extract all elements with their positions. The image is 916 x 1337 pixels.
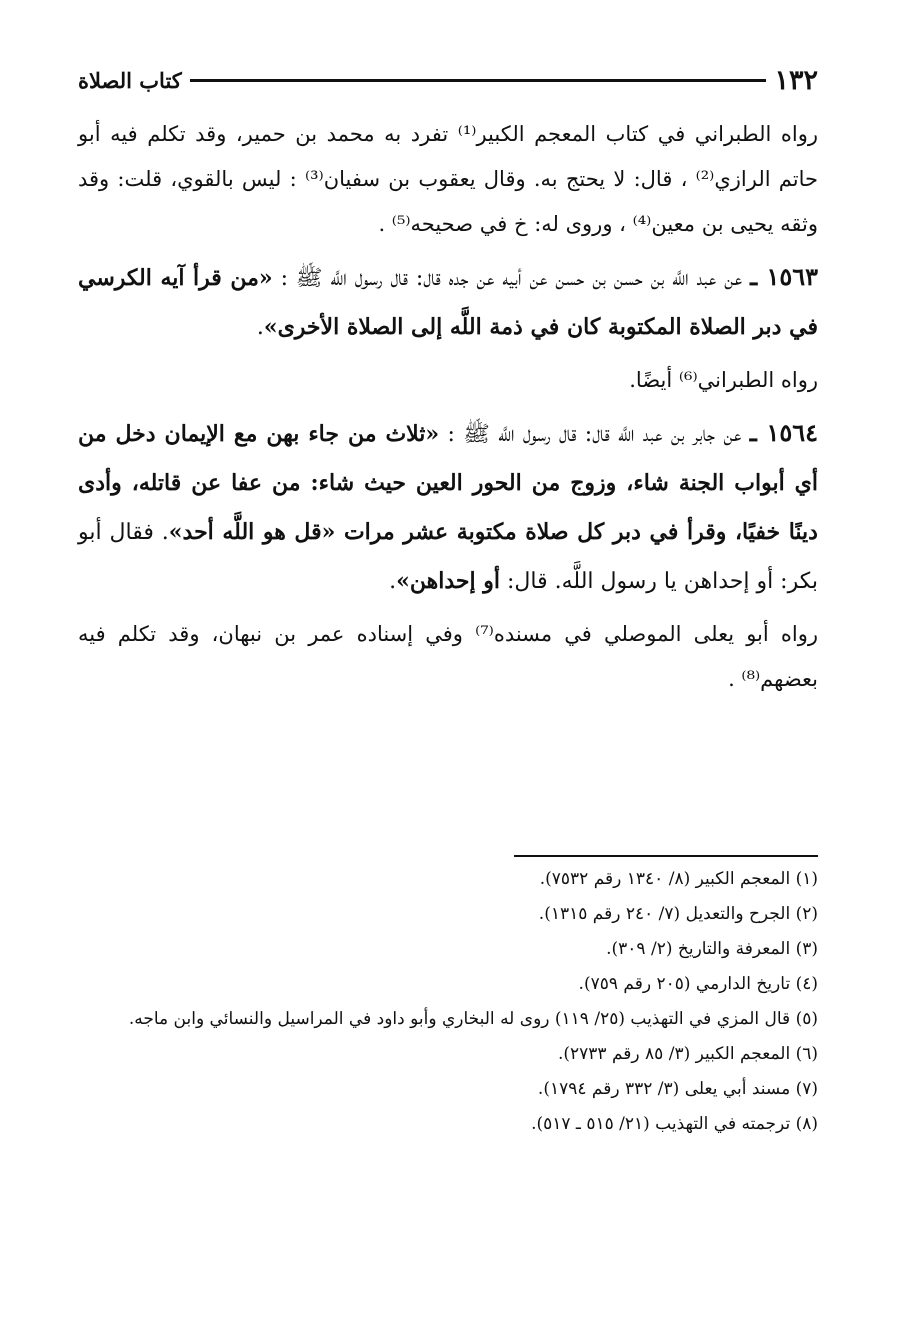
- footnote-4: (٤) تاريخ الدارمي (٢٠٥ رقم ٧٥٩).: [578, 974, 818, 994]
- header-rule: [190, 79, 767, 82]
- footnote-6: (٦) المعجم الكبير (٣/ ٨٥ رقم ٢٧٣٣).: [557, 1044, 818, 1064]
- main-text: [78, 112, 818, 708]
- paragraph-3: رواه الطبراني⁽⁶⁾ أيضًا.: [629, 368, 818, 392]
- hadith-1563: [78, 253, 818, 352]
- footnote-1: (١) المعجم الكبير (٨/ ١٣٤٠ رقم ٧٥٣٢).: [539, 869, 818, 889]
- footnote-separator: [514, 855, 818, 857]
- hadith-1564-end: .: [389, 569, 397, 594]
- hadith-1563-text: «من قرأ آيه الكرسي في دبر الصلاة المكتوبة كان في ذمة اللَّه إلى الصلاة الأخرى»: [78, 265, 818, 340]
- hadith-1564-text-2: أو إحداهن»: [396, 568, 501, 594]
- hadith-1564-mid: . فقال أبو بكر: أو إحداهن يا رسول اللَّه. قال:: [78, 520, 818, 594]
- paragraph-5: رواه أبو يعلى الموصلي في مسنده⁽⁷⁾ وفي إسناده عمر بن نبهان، وقد تكلم فيه بعضهم⁽⁸⁾ .: [78, 622, 818, 691]
- footnotes: [78, 862, 818, 1142]
- footnote-5: (٥) قال المزي في التهذيب (٢٥/ ١١٩) روى له البخاري وأبو داود في المراسيل والنسائي وابن ماجه.: [128, 1009, 818, 1029]
- hadith-1564: [78, 409, 818, 606]
- hadith-number-1563: ١٥٦٣ ـ: [750, 262, 818, 291]
- book-title: كتاب الصلاة: [78, 67, 182, 93]
- footnote-8: (٨) ترجمته في التهذيب (٢١/ ٥١٥ ـ ٥١٧).: [531, 1114, 818, 1134]
- page-header: [78, 62, 818, 98]
- footnote-2: (٢) الجرح والتعديل (٧/ ٢٤٠ رقم ١٣١٥).: [538, 904, 818, 924]
- footnote-3: (٣) المعرفة والتاريخ (٢/ ٣٠٩).: [606, 939, 818, 959]
- footnote-7: (٧) مسند أبي يعلى (٣/ ٣٣٢ رقم ١٧٩٤).: [537, 1079, 818, 1099]
- hadith-1564-text: «ثلاث من جاء بهن مع الإيمان دخل من أي أبواب الجنة شاء، وزوج من الحور العين حيث شاء: من عفا عن قاتله، وأدى دينًا خفيًا، وقرأ في دبر كل صلاة مكتوبة عشر مرات «قل هو اللَّه أحد»: [78, 421, 818, 545]
- hadith-1563-end: .: [256, 315, 264, 340]
- paragraph-1: رواه الطبراني في كتاب المعجم الكبير⁽¹⁾ تفرد به محمد بن حمير، وقد تكلم فيه أبو حاتم الرازي⁽²⁾ ، قال: لا يحتج به. وقال يعقوب بن سفيان⁽³⁾ : ليس بالقوي، قلت: وقد وثقه يحيى بن معين⁽⁴⁾ ، وروى له: خ في صحيحه⁽⁵⁾ .: [78, 122, 819, 236]
- hadith-1564-intro: عن جابر بن عبد اللَّه قال: قال رسول اللَّه ﷺ :: [439, 422, 750, 447]
- page-number: ١٣٢: [774, 64, 818, 96]
- hadith-1563-intro: عن عبد اللَّه بن حسن بن حسن عن أبيه عن جده قال: قال رسول اللَّه ﷺ :: [272, 266, 751, 291]
- hadith-number-1564: ١٥٦٤ ـ: [749, 418, 818, 447]
